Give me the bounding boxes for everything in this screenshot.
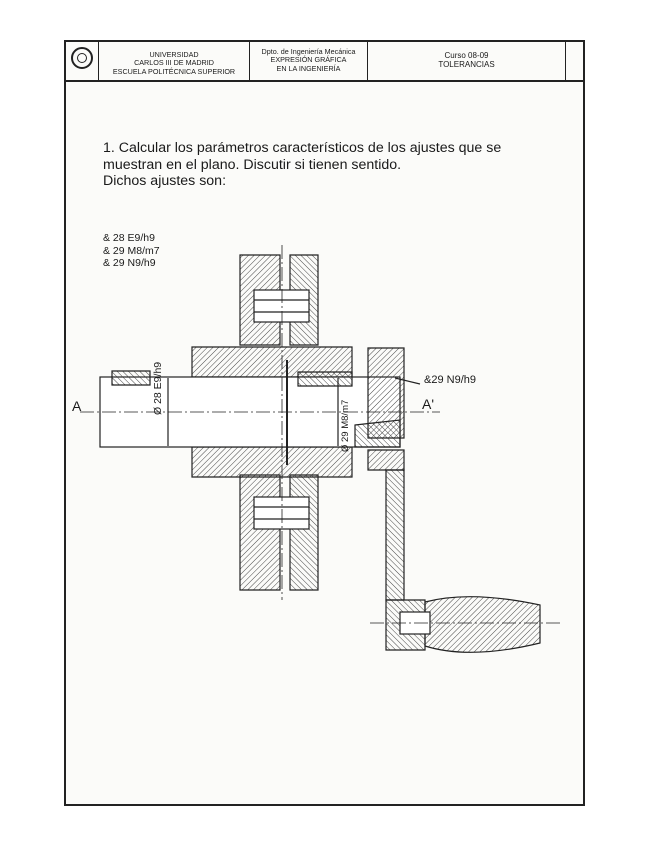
fit-item: & 28 E9/h9 (103, 232, 155, 244)
statement-intro: Dichos ajustes son: (103, 173, 227, 189)
subject-area: EN LA INGENIERÍA (276, 63, 341, 73)
bolt-upper (254, 290, 309, 322)
statement-line-1: 1. Calcular los parámetros característicos de los ajustes que se (103, 140, 502, 156)
university-city: CARLOS III DE MADRID (134, 58, 214, 68)
bolt-lower (254, 497, 309, 529)
subject-name: EXPRESIÓN GRÁFICA (270, 55, 347, 65)
fit-item: & 29 M8/m7 (103, 244, 160, 257)
section-marker-right: A' (422, 396, 435, 412)
hub-lower (192, 447, 352, 477)
crank-hub (368, 348, 404, 438)
dimension-label-left: Ø 28 E9/h9 (152, 361, 164, 415)
section-marker-left: A (72, 398, 82, 414)
fit-item: & 29 N9/h9 (103, 257, 156, 270)
department-name: Dpto. de Ingeniería Mecánica (261, 47, 356, 56)
school-name: ESCUELA POLITÉCNICA SUPERIOR (112, 66, 236, 76)
university-name: UNIVERSIDAD (149, 50, 199, 59)
course-year: Curso 08-09 (444, 51, 489, 60)
pulley-web-lower (240, 475, 280, 590)
course-topic: TOLERANCIAS (438, 60, 495, 70)
crank-handle (425, 597, 540, 653)
dimension-label-center: Ø 29 M8/m7 (340, 399, 351, 452)
dimension-label-right: &29 N9/h9 (424, 374, 476, 386)
crank-arm (386, 470, 404, 600)
statement-line-2: muestran en el plano. Discutir si tienen sentido. (103, 156, 402, 173)
